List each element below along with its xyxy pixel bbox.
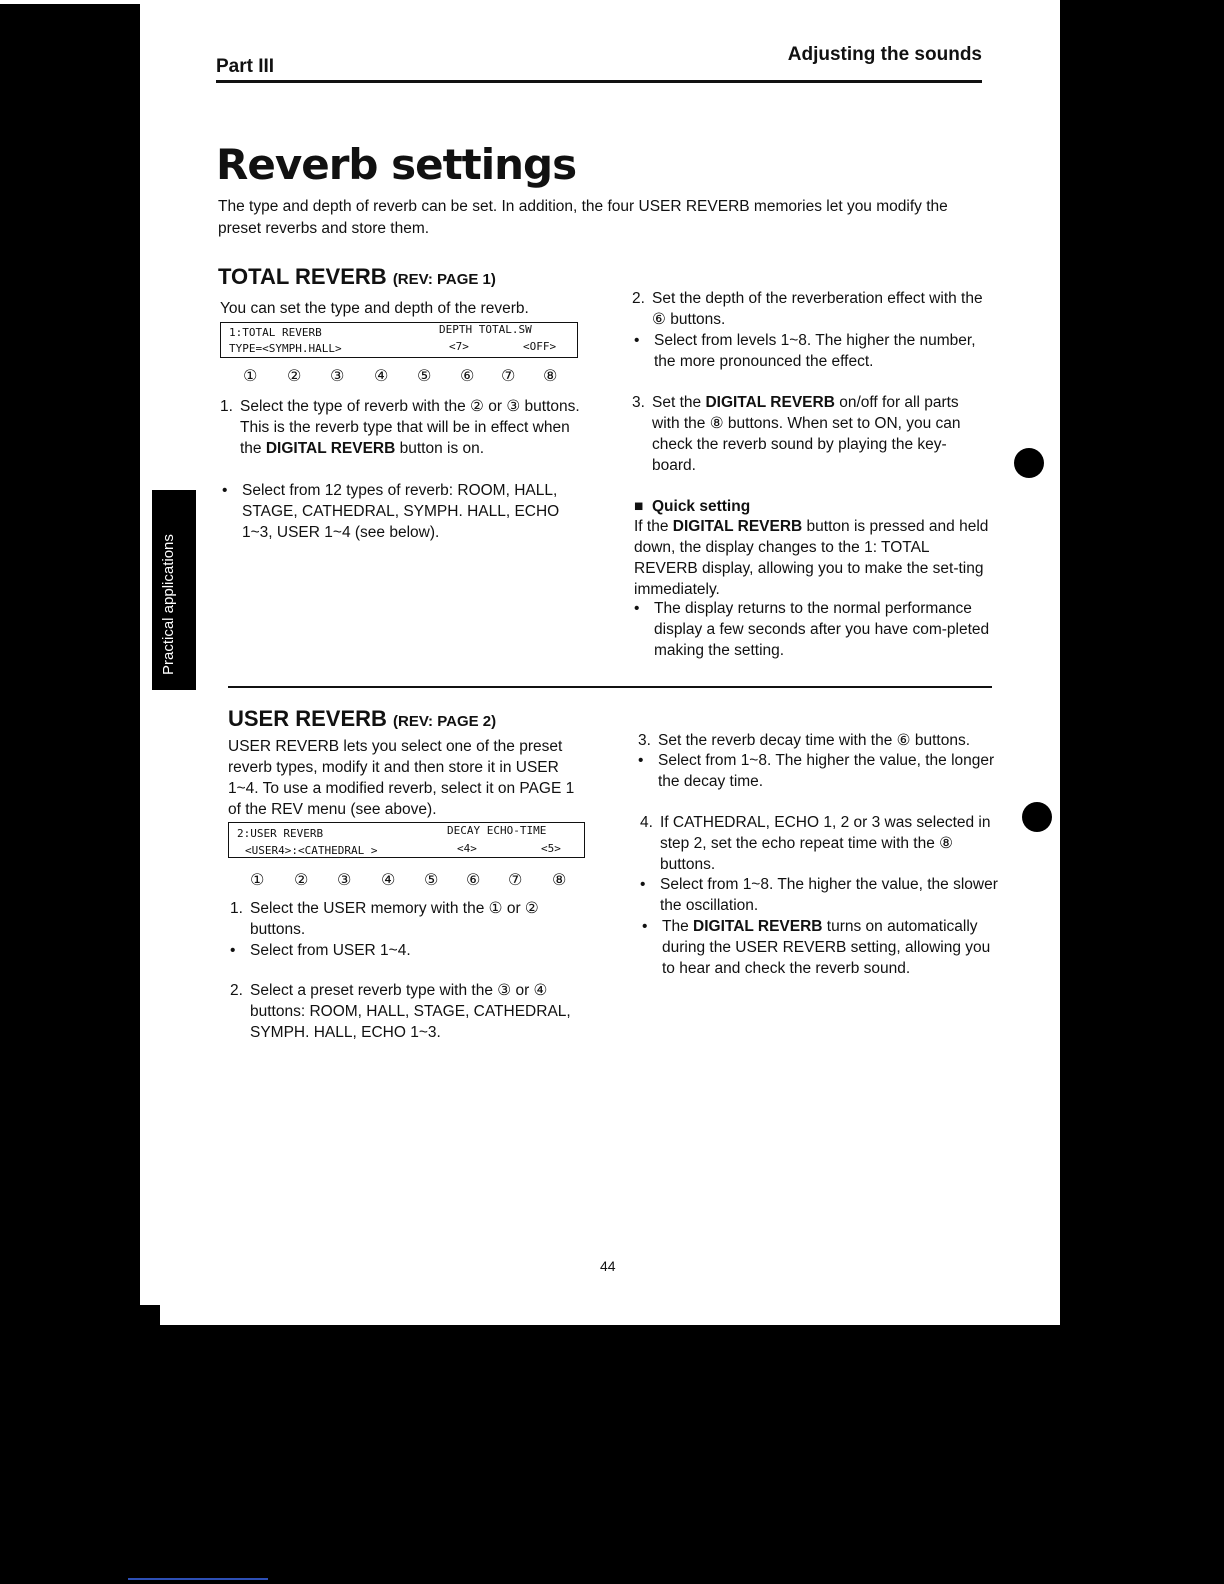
user-reverb-lead: USER REVERB lets you select one of the preset reverb types, modify it and then store it in USER 1~4. To use a modified reverb, select it on PAGE 1 of the REV menu (see above).	[228, 738, 575, 818]
margin-dot-2	[1022, 802, 1052, 832]
user-reverb-lcd	[228, 822, 585, 858]
user-step-3: 3. Set the reverb decay time with the ⑥ buttons.	[638, 732, 970, 749]
button-4-icon: ④	[381, 872, 396, 889]
total-reverb-lead: You can set the type and depth of the reverb.	[220, 300, 529, 317]
quick-setting-bullet: • The display returns to the normal performance display a few seconds after you have com-pleted making the setting.	[634, 600, 990, 659]
button-8-icon: ⑧	[552, 872, 567, 889]
button-3-icon: ③	[330, 368, 345, 385]
lcd-line1-right: DEPTH TOTAL.SW	[439, 323, 532, 336]
user-step-4-bullet-2: • The DIGITAL REVERB turns on automatically during the USER REVERB setting, allowing you to hear and check the reverb sound.	[642, 918, 991, 977]
button-2-icon: ②	[294, 872, 309, 889]
button-7-icon: ⑦	[508, 872, 523, 889]
header-rule	[216, 80, 982, 83]
button-5-icon: ⑤	[417, 368, 432, 385]
lcd-line2-type: TYPE=<SYMPH.HALL>	[229, 342, 342, 355]
margin-dot-1	[1014, 448, 1044, 478]
user-step-3-bullet: • Select from 1~8. The higher the value, the longer the decay time.	[638, 752, 995, 790]
part-label: Part III	[216, 56, 275, 77]
lcd-line2-memory: <USER4>:<CATHEDRAL >	[245, 844, 378, 857]
total-reverb-lcd	[220, 322, 578, 358]
total-step-1: 1. Select the type of reverb with the ② or ③ buttons. This is the reverb type that will be in effect when the DIGITAL REVERB button is on.	[220, 398, 580, 457]
side-tab-label: Practical applications	[160, 534, 177, 675]
page-bottom-strip	[160, 1305, 1060, 1325]
top-edge	[0, 0, 285, 4]
lcd-line2-echo: <5>	[541, 842, 561, 855]
user-step-2: 2. Select a preset reverb type with the ③ or ④ buttons: ROOM, HALL, STAGE, CATHEDRAL, SYMPH. HALL, ECHO 1~3.	[230, 982, 571, 1041]
link-underline	[128, 1578, 268, 1580]
user-step-4: 4. If CATHEDRAL, ECHO 1, 2 or 3 was selected in step 2, set the echo repeat time with the ⑧ buttons.	[640, 814, 991, 873]
section-divider	[228, 686, 992, 688]
total-step-2: 2. Set the depth of the reverberation effect with the ⑥ buttons.	[632, 290, 983, 328]
user-step-4-bullet-1: • Select from 1~8. The higher the value, the slower the oscillation.	[640, 876, 998, 914]
button-4-icon: ④	[374, 368, 389, 385]
button-2-icon: ②	[287, 368, 302, 385]
lcd-line2-switch: <OFF>	[523, 340, 557, 353]
user-step-1-bullet: • Select from USER 1~4.	[230, 942, 411, 959]
page-number: 44	[600, 1258, 616, 1274]
lcd-line1-left: 2:USER REVERB	[237, 827, 324, 840]
quick-setting-title: ■ Quick setting	[634, 498, 751, 515]
page-title: Reverb settings	[216, 140, 577, 189]
button-6-icon: ⑥	[460, 368, 475, 385]
total-step-1-bullet: • Select from 12 types of reverb: ROOM, HALL, STAGE, CATHEDRAL, SYMPH. HALL, ECHO 1~3, USER 1~4 (see below).	[222, 482, 560, 541]
user-reverb-heading: USER REVERB (REV: PAGE 2)	[228, 706, 497, 731]
button-1-icon: ①	[243, 368, 258, 385]
button-3-icon: ③	[337, 872, 352, 889]
intro-paragraph: The type and depth of reverb can be set. In addition, the four USER REVERB memories let you modify the preset reverbs and store them.	[218, 198, 948, 237]
button-1-icon: ①	[250, 872, 265, 889]
lcd-line1-left: 1:TOTAL REVERB	[229, 326, 322, 339]
section-label: Adjusting the sounds	[787, 44, 982, 65]
button-5-icon: ⑤	[424, 872, 439, 889]
lcd-line2-depth: <7>	[449, 340, 469, 353]
button-8-icon: ⑧	[543, 368, 558, 385]
lcd-line2-decay: <4>	[457, 842, 477, 855]
button-6-icon: ⑥	[466, 872, 481, 889]
lcd-line1-right: DECAY ECHO-TIME	[447, 824, 547, 837]
total-step-2-bullet: • Select from levels 1~8. The higher the number, the more pronounced the effect.	[634, 332, 976, 370]
quick-setting-text: If the DIGITAL REVERB button is pressed and held down, the display changes to the 1: TOTAL REVERB display, allowing you to make the set-ting immediately.	[634, 518, 989, 598]
total-step-3: 3. Set the DIGITAL REVERB on/off for all parts with the ⑧ buttons. When set to ON, you can check the reverb sound by playing the key-board.	[632, 394, 961, 474]
total-reverb-heading: TOTAL REVERB (REV: PAGE 1)	[218, 264, 496, 289]
user-step-1: 1. Select the USER memory with the ① or ② buttons.	[230, 900, 539, 938]
button-7-icon: ⑦	[501, 368, 516, 385]
